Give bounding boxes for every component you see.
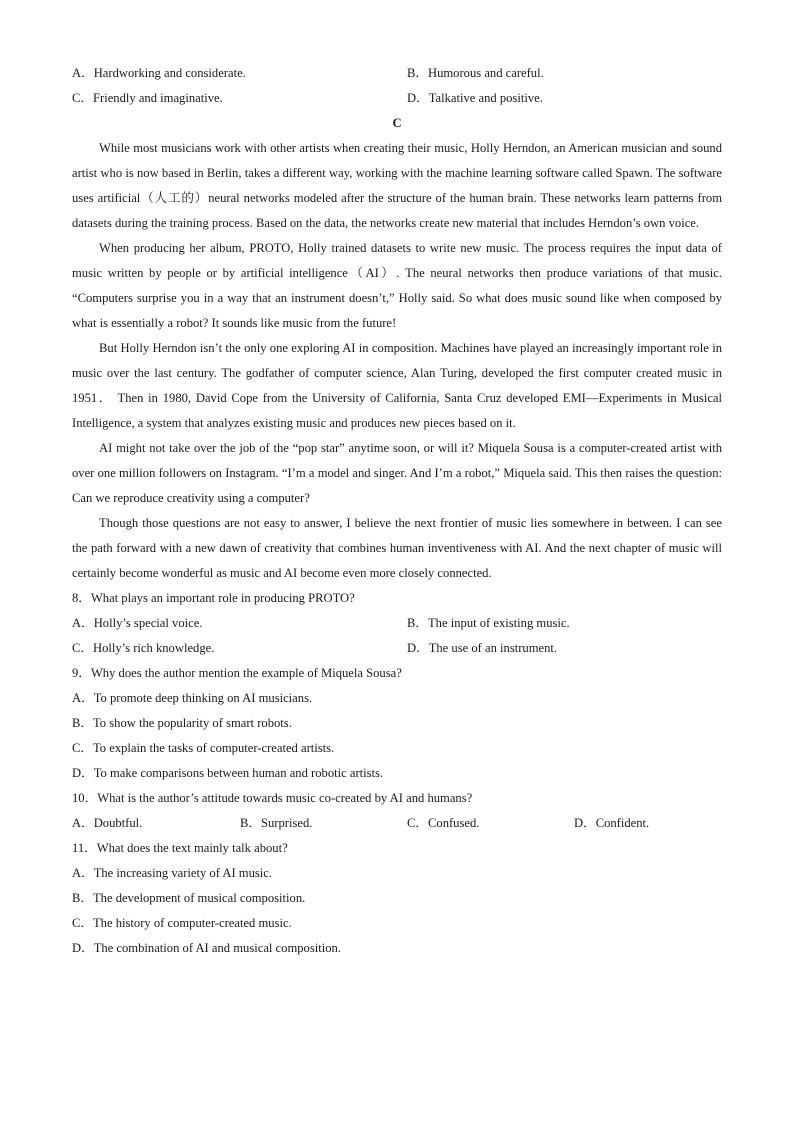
passage-paragraph-2: When producing her album, PROTO, Holly trained datasets to write new music. The process requires the input data of music written by people or by artificial intelligence（AI）. The neural networks then produce variations of that music. “Computers surprise you in a way that an instrument doesn’t,” Holly said. So what does music sound like when composed by what is essentially a robot? It sounds like music from the future!: [72, 241, 722, 330]
option-a: A．The increasing variety of AI music.: [72, 866, 273, 880]
passage-paragraph-4: AI might not take over the job of the “pop star” anytime soon, or will it? Miquela Sousa is a computer-created artist with over one million followers on Instagram. “I’m a model and singer. And I’m a robot,” Miquela said. This then raises the question: Can we reproduce creativity using a computer?: [72, 441, 722, 505]
question-11-stem: 11．What does the text mainly talk about?: [72, 841, 288, 855]
passage-paragraph-3: But Holly Herndon isn’t the only one exploring AI in composition. Machines have played an increasingly important role in music over the last century. The godfather of computer science, Alan Turing, developed the first computer created music in 1951． Then in 1980, David Cope from the University of California, Santa Cruz developed EMI—Experiments in Musical Intelligence, a system that analyzes existing music and produces new pieces based on it.: [72, 341, 722, 430]
option-b: B．Humorous and careful.: [407, 66, 544, 80]
passage-paragraph-5: Though those questions are not easy to answer, I believe the next frontier of music lies somewhere in between. I can see the path forward with a new dawn of creativity that combines human inventiveness with AI. And the next chapter of music will certainly become wonderful as music and AI become even more closely connected.: [72, 516, 722, 580]
section-title: C: [392, 116, 402, 130]
passage-paragraph-1: While most musicians work with other artists when creating their music, Holly Herndon, an American musician and sound artist who is now based in Berlin, takes a different way, working with the machine learning software called Spawn. The software uses artificial（人工的）neural networks modeled after the structure of the human brain. These networks learn patterns from datasets during the training process. Based on the data, the networks create new material that includes Herndon’s own voice.: [72, 141, 722, 230]
question-10-options-row: [72, 811, 722, 836]
option-a: A．Hardworking and considerate.: [72, 66, 246, 80]
option-a: A．To promote deep thinking on AI musicians.: [72, 691, 313, 705]
prev-option-row: [72, 86, 722, 111]
option-b: B．The development of musical composition.: [72, 891, 306, 905]
option-d: D．The combination of AI and musical composition.: [72, 941, 341, 955]
question-9-stem: 9．Why does the author mention the example of Miquela Sousa?: [72, 666, 402, 680]
option-b: B．To show the popularity of smart robots.: [72, 716, 292, 730]
option-c: C．The history of computer-created music.: [72, 916, 292, 930]
option-d: D．To make comparisons between human and robotic artists.: [72, 766, 384, 780]
prev-option-row: [72, 61, 722, 86]
question-8-options-row: [72, 611, 722, 636]
option-d: D．Talkative and positive.: [407, 91, 543, 105]
question-8-options-row: [72, 636, 722, 661]
question-10-stem: 10．What is the author’s attitude towards music co-created by AI and humans?: [72, 791, 473, 805]
option-d: D．The use of an instrument.: [407, 641, 558, 655]
option-c: C．Holly’s rich knowledge.: [72, 641, 215, 655]
option-a: A．Holly’s special voice.: [72, 616, 203, 630]
exam-page: [72, 61, 722, 961]
option-a: A．Doubtful.: [72, 816, 143, 830]
option-b: B．Surprised.: [240, 816, 313, 830]
option-c: C．Friendly and imaginative.: [72, 91, 223, 105]
question-8-stem: 8．What plays an important role in producing PROTO?: [72, 591, 355, 605]
option-c: C．To explain the tasks of computer-created artists.: [72, 741, 335, 755]
option-c: C．Confused.: [407, 816, 480, 830]
option-d: D．Confident.: [574, 816, 650, 830]
option-b: B．The input of existing music.: [407, 616, 570, 630]
